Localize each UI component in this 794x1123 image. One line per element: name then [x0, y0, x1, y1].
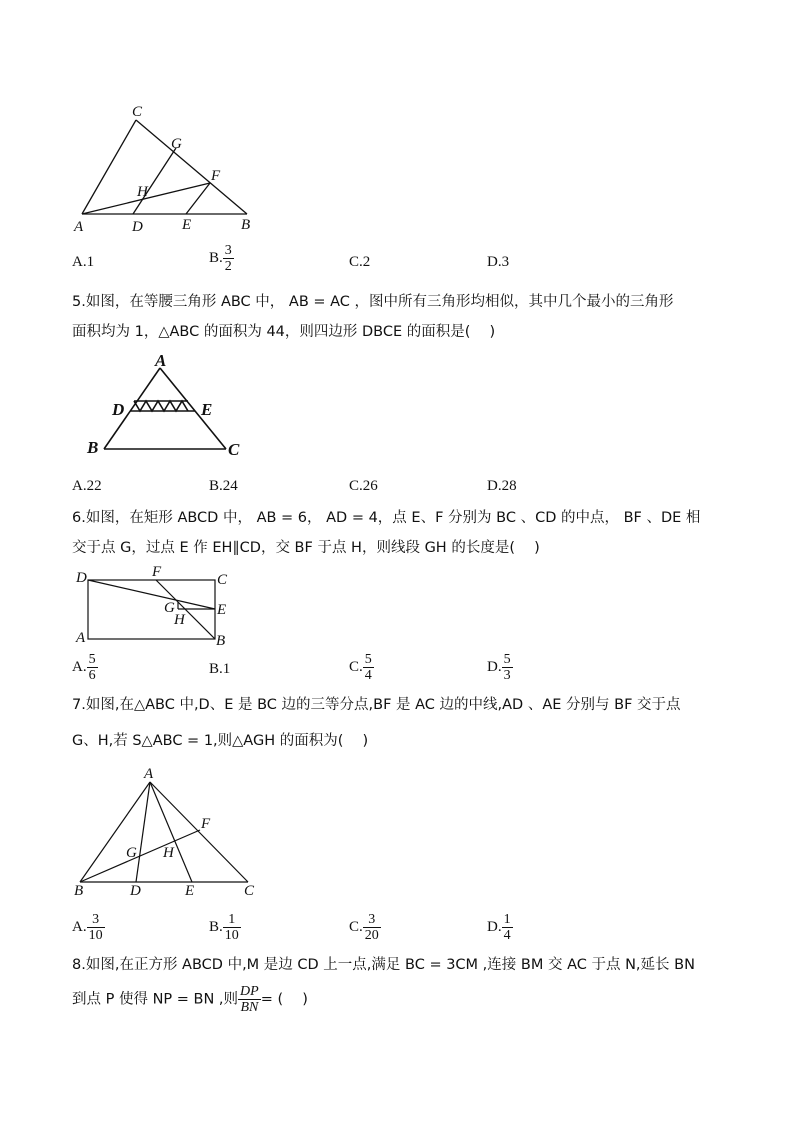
- q7-option-b[interactable]: [209, 912, 241, 943]
- q7-text-line2: G、H,若 S△ABC = 1,则△AGH 的面积为( ): [72, 733, 369, 749]
- q8-text-line1: 8.如图,在正方形 ABCD 中,M 是边 CD 上一点,满足 BC = 3CM ,连接 BM 交 AC 于点 N,延长 BN: [72, 957, 695, 973]
- q5-option-b[interactable]: B.24: [209, 478, 238, 494]
- label-F: F: [211, 168, 221, 184]
- q7-option-c-fraction: $\frac{3}{20}$: [364, 912, 379, 943]
- label-C: C: [217, 572, 228, 588]
- q6-option-d-fraction: $\frac{5}{3}$: [503, 652, 511, 683]
- figure-q6: [70, 566, 240, 650]
- q6-option-c-fraction: $\frac{5}{4}$: [364, 652, 372, 683]
- label-A: A: [155, 354, 167, 370]
- q4-option-c[interactable]: C.2: [349, 254, 371, 270]
- label-B: B: [216, 633, 226, 649]
- q6-text-line2: 交于点 G，过点 E 作 EH∥CD，交 BF 于点 H，则线段 GH 的长度是( ): [72, 540, 540, 556]
- q7-option-d-prefix: D.: [487, 918, 502, 935]
- q5-option-d[interactable]: D.28: [487, 478, 517, 494]
- q5-option-a[interactable]: A.22: [72, 478, 102, 494]
- q8-line2-suffix: = ( ): [260, 991, 308, 1008]
- label-B: B: [74, 883, 84, 899]
- q4-option-b[interactable]: [209, 243, 234, 274]
- label-G: G: [164, 600, 175, 616]
- label-A: A: [144, 766, 154, 782]
- q6-option-a-prefix: A.: [72, 658, 87, 675]
- figure-q4: [70, 100, 270, 235]
- label-G: G: [171, 136, 182, 152]
- q6-option-c[interactable]: [349, 652, 374, 683]
- label-D: D: [132, 219, 143, 235]
- q8-line2-prefix: 到点 P 使得 NP = BN ,则: [72, 991, 239, 1008]
- q7-text-line1: 7.如图,在△ABC 中,D、E 是 BC 边的三等分点,BF 是 AC 边的中线,AD 、AE 分别与 BF 交于点: [72, 697, 681, 713]
- label-F: F: [201, 816, 211, 832]
- q5-option-c[interactable]: C.26: [349, 478, 378, 494]
- q7-option-b-fraction: $\frac{1}{10}$: [224, 912, 239, 943]
- label-B: B: [241, 217, 251, 233]
- label-A: A: [76, 630, 86, 646]
- label-F: F: [152, 566, 162, 580]
- label-B: B: [87, 438, 99, 457]
- label-H: H: [174, 612, 185, 628]
- label-A: A: [74, 219, 84, 235]
- q5-text-line1: 5.如图，在等腰三角形 ABC 中， AB = AC ，图中所有三角形均相似，其中几个最小的三角形: [72, 294, 674, 310]
- label-D: D: [130, 883, 141, 899]
- label-E: E: [201, 400, 213, 419]
- q7-option-b-prefix: B.: [209, 918, 223, 935]
- label-H: H: [163, 845, 174, 861]
- label-C: C: [228, 440, 240, 459]
- q4-option-b-prefix: B.: [209, 249, 223, 266]
- label-E: E: [185, 883, 195, 899]
- figure-q5: [82, 354, 252, 464]
- q4-option-d[interactable]: D.3: [487, 254, 510, 270]
- q7-option-a-fraction: $\frac{3}{10}$: [88, 912, 103, 943]
- q6-text-line1: 6.如图，在矩形 ABCD 中， AB = 6， AD = 4，点 E、F 分别为 BC 、CD 的中点， BF 、DE 相: [72, 510, 701, 526]
- label-C: C: [132, 104, 143, 120]
- q6-option-a[interactable]: [72, 652, 98, 683]
- q6-option-b[interactable]: B.1: [209, 661, 231, 677]
- q6-option-d[interactable]: [487, 652, 513, 683]
- q8-fraction: $\frac{DP}{BN}$: [240, 984, 259, 1015]
- label-C: C: [244, 883, 255, 899]
- label-D: D: [76, 570, 87, 586]
- q6-option-c-prefix: C.: [349, 658, 363, 675]
- q7-option-c-prefix: C.: [349, 918, 363, 935]
- q5-text-line2: 面积均为 1，△ABC 的面积为 44，则四边形 DBCE 的面积是( ): [72, 324, 496, 340]
- q4-option-a[interactable]: A.1: [72, 254, 95, 270]
- label-G: G: [126, 845, 137, 861]
- q4-option-b-fraction: $\frac{3}{2}$: [224, 243, 232, 274]
- label-E: E: [182, 217, 192, 233]
- q7-option-d-fraction: $\frac{1}{4}$: [503, 912, 511, 943]
- q7-option-a-prefix: A.: [72, 918, 87, 935]
- q8-text-line2: [72, 984, 308, 1015]
- q7-option-a[interactable]: [72, 912, 105, 943]
- q6-option-d-prefix: D.: [487, 658, 502, 675]
- q7-option-c[interactable]: [349, 912, 381, 943]
- label-D: D: [112, 400, 125, 419]
- figure-q7: [70, 764, 270, 900]
- label-E: E: [217, 602, 227, 618]
- label-H: H: [137, 184, 148, 200]
- q7-option-d[interactable]: [487, 912, 513, 943]
- q6-option-a-fraction: $\frac{5}{6}$: [88, 652, 96, 683]
